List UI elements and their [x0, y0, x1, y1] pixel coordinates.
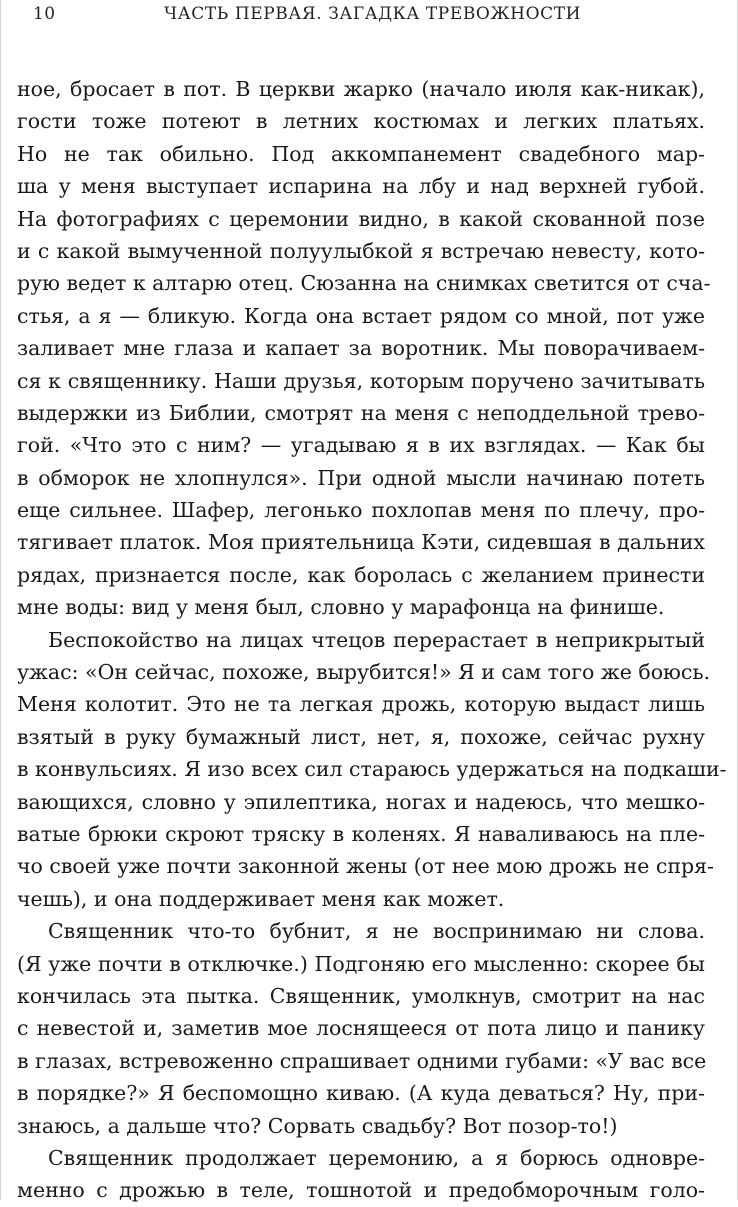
text-line: и с какой вымученной полуулыбкой я встречаю невесту, кото- [17, 238, 705, 263]
text-line: в конвульсиях. Я изо всех сил стараюсь удержаться на подкаши- [17, 757, 727, 782]
text-line: рую ведет к алтарю отец. Сюзанна на снимках светится от сча- [17, 271, 711, 296]
text-line: в порядке?» Я беспомощно киваю. (А куда деваться? Ну, при- [17, 1081, 705, 1106]
text-line: чо своей уже почти законной жены (от нее мою дрожь не спря- [17, 854, 714, 879]
text-line: выдержки из Библии, смотрят на меня с неподдельной трево- [17, 400, 705, 425]
text-line: ся к священнику. Наши друзья, которым поручено зачитывать [17, 368, 705, 393]
paragraph-first-line: Священник продолжает церемонию, а я борюсь одновре- [48, 1145, 705, 1170]
text-line: ное, бросает в пот. В церкви жарко (начало июля как-никак), [17, 77, 705, 101]
text-line: рядах, признается после, как боролась с желанием принести [17, 562, 705, 587]
text-line: с невестой и, заметив мое лоснящееся от пота лицо и панику [17, 1016, 705, 1041]
text-line: заливает мне глаза и капает за воротник. Мы поворачиваем- [17, 336, 705, 361]
text-line: еще сильнее. Шафер, легонько похлопав меня по плечу, про- [17, 498, 705, 523]
paragraph-first-line: Беспокойство на лицах чтецов перерастает в неприкрытый [48, 627, 705, 652]
text-line: ватые брюки скроют тряску в коленях. Я наваливаюсь на пле- [17, 821, 705, 846]
text-line: ша у меня выступает испарина на лбу и над верхней губой. [17, 174, 705, 199]
text-line: Меня колотит. Это не та легкая дрожь, которую выдаст лишь [17, 692, 705, 717]
paragraph-first-line: Священник что-то бубнит, я не воспринимаю ни слова. [48, 919, 705, 944]
text-line: На фотографиях с церемонии видно, в какой скованной позе [17, 206, 705, 231]
text-line: Но не так обильно. Под аккомпанемент свадебного мар- [17, 141, 705, 166]
text-line: (Я уже почти в отключке.) Подгоняю его мысленно: скорее бы [17, 951, 705, 976]
paragraph-last-line: чешь), и она поддерживает меня как может. [17, 886, 505, 911]
text-line: тягивает платок. Моя приятельница Кэти, сидевшая в дальних [17, 530, 705, 555]
paragraph-last-line: знаюсь, а дальше что? Сорвать свадьбу? Вот позор-то!) [17, 1113, 618, 1138]
text-line: стья, а я — бликую. Когда она встает рядом со мной, пот уже [17, 303, 705, 328]
text-line: взятый в руку бумажный лист, нет, я, похоже, сейчас рухну [17, 724, 705, 749]
text-line: гости тоже потеют в летних костюмах и легких платьях. [17, 109, 705, 134]
running-title: ЧАСТЬ ПЕРВАЯ. ЗАГАДКА ТРЕВОЖНОСТИ [164, 4, 582, 24]
body-text [17, 73, 727, 1207]
text-line: кончилась эта пытка. Священник, умолкнув, смотрит на нас [17, 983, 705, 1008]
text-line: менно с дрожью в теле, тошнотой и предобморочным голо- [17, 1178, 705, 1203]
text-line: гой. «Что это с ним? — угадываю я в их взглядах. — Как бы [17, 433, 705, 458]
text-line: вающихся, словно у эпилептика, ногах и надеюсь, что мешко- [17, 789, 705, 814]
page-header [1, 4, 738, 28]
paragraph-last-line: мне воды: вид у меня был, словно у марафонца на финише. [17, 595, 665, 620]
text-line: в глазах, встревоженно спрашивает одними губами: «У вас все [17, 1048, 707, 1073]
text-line: в обморок не хлопнулся». При одной мысли начинаю потеть [17, 465, 705, 490]
text-line: ужас: «Он сейчас, похоже, вырубится!» Я и сам того же боюсь. [17, 660, 711, 685]
page-number: 10 [33, 4, 56, 24]
